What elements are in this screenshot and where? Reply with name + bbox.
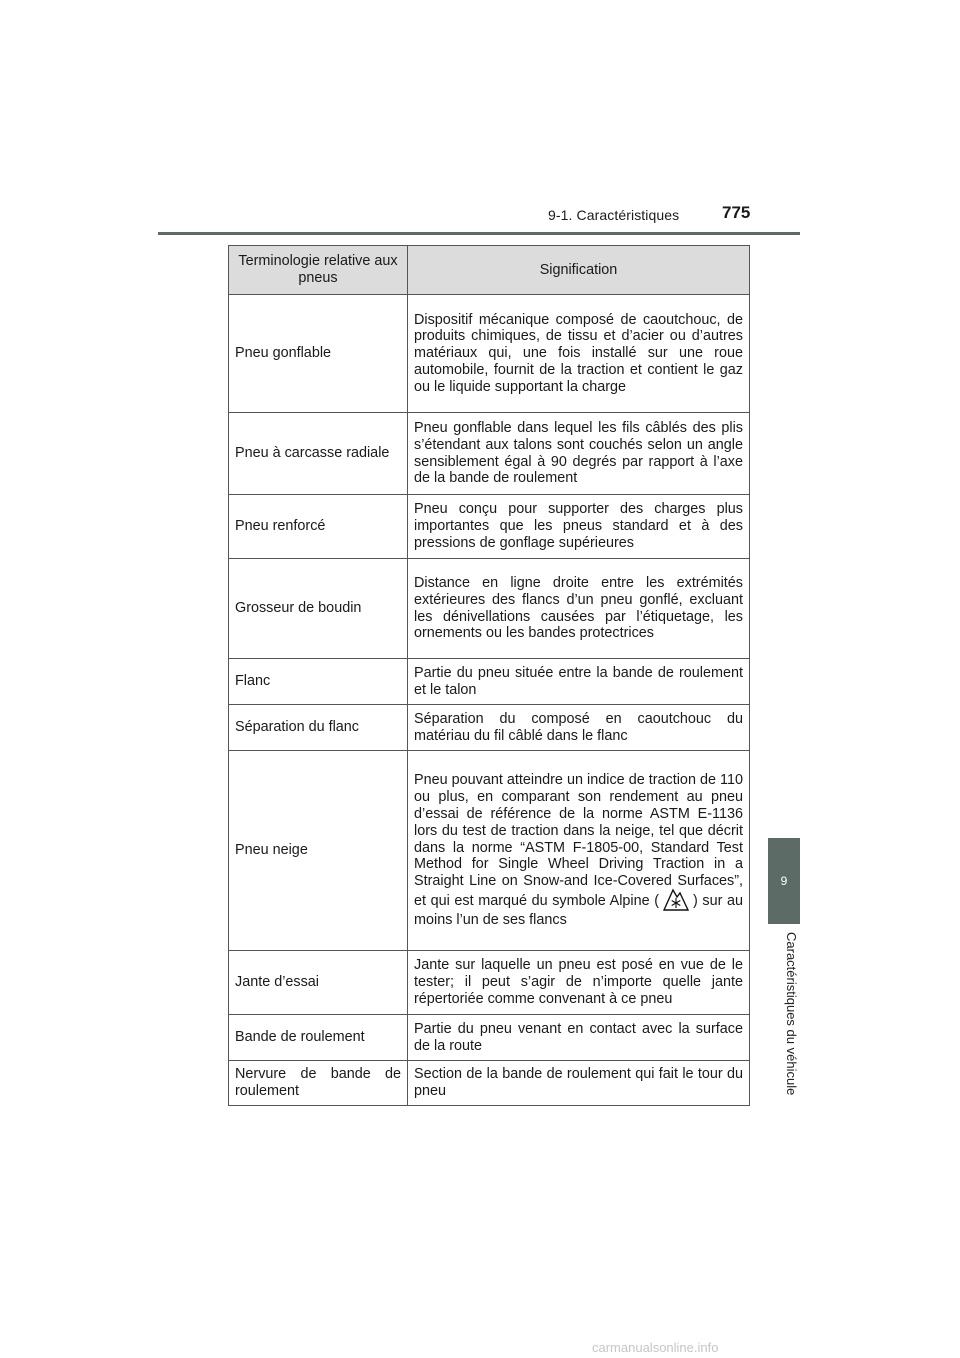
- meaning-cell: Partie du pneu venant en contact avec la surface de la route: [408, 1015, 750, 1061]
- term-cell: Jante d’essai: [229, 951, 408, 1015]
- meaning-text-after-icon: ) sur au moins l’un de ses flancs: [414, 892, 743, 928]
- header-divider: [158, 232, 800, 235]
- tyre-terminology-table: [228, 245, 750, 1106]
- section-title: 9-1. Caractéristiques: [548, 207, 680, 223]
- table-row: [229, 1061, 750, 1106]
- table-row: [229, 413, 750, 495]
- table-row: [229, 295, 750, 413]
- term-cell: Pneu neige: [229, 751, 408, 951]
- meaning-cell: Pneu gonflable dans lequel les fils câblés des plis s’étendant aux talons sont couchés selon un angle sensiblement égal à 90 degrés par rapport à l’axe de la bande de roulement: [408, 413, 750, 495]
- term-cell: Flanc: [229, 659, 408, 705]
- term-cell: Nervure de bande de roulement: [229, 1061, 408, 1106]
- meaning-cell: Section de la bande de roulement qui fait le tour du pneu: [408, 1061, 750, 1106]
- column-header-meaning: Signification: [408, 246, 750, 295]
- table-row: [229, 951, 750, 1015]
- term-cell: Pneu renforcé: [229, 495, 408, 559]
- meaning-cell: Partie du pneu située entre la bande de roulement et le talon: [408, 659, 750, 705]
- table-row: [229, 659, 750, 705]
- table-row: [229, 495, 750, 559]
- table-row: [229, 559, 750, 659]
- table-row: [229, 705, 750, 751]
- alpine-symbol-icon: [662, 884, 690, 912]
- source-watermark: carmanualsonline.info: [592, 1340, 719, 1355]
- page-number: 775: [722, 203, 751, 222]
- term-cell: Pneu gonflable: [229, 295, 408, 413]
- column-header-term: Terminologie relative aux pneus: [229, 246, 408, 295]
- term-cell: Grosseur de boudin: [229, 559, 408, 659]
- term-cell: Pneu à carcasse radiale: [229, 413, 408, 495]
- table-header-row: [229, 246, 750, 295]
- meaning-text-before-icon: Pneu pouvant atteindre un indice de traction de 110 ou plus, en comparant son rendement au pneu d’essai de référence de la norme ASTM E-1136 lors du test de traction dans la neige, tel que décrit dans la norme “ASTM F-1805-00, Standard Test Method for Single Wheel Driving Traction in a Straight Line on Snow-and Ice-Covered Surfaces”, et qui est marqué du symbole Alpine (: [414, 772, 743, 909]
- meaning-cell: [408, 751, 750, 951]
- chapter-tab: 9: [768, 838, 800, 924]
- meaning-cell: Pneu conçu pour supporter des charges plus importantes que les pneus standard et à des pressions de gonflage supérieures: [408, 495, 750, 559]
- table-row: [229, 751, 750, 951]
- term-cell: Bande de roulement: [229, 1015, 408, 1061]
- table-row: [229, 1015, 750, 1061]
- meaning-cell: Séparation du composé en caoutchouc du matériau du fil câblé dans le flanc: [408, 705, 750, 751]
- chapter-label: Caractéristiques du véhicule: [784, 932, 799, 1096]
- term-cell: Séparation du flanc: [229, 705, 408, 751]
- meaning-cell: Jante sur laquelle un pneu est posé en vue de le tester; il peut s’agir de n’importe quelle jante répertoriée comme convenant à ce pneu: [408, 951, 750, 1015]
- meaning-cell: Distance en ligne droite entre les extrémités extérieures des flancs d’un pneu gonflé, excluant les dénivellations causées par l’étiquetage, les ornements ou les bandes protectrices: [408, 559, 750, 659]
- meaning-cell: Dispositif mécanique composé de caoutchouc, de produits chimiques, de tissu et d’acier ou d’autres matériaux qui, une fois installé sur une roue automobile, fournit de la traction et contient le gaz ou le liquide supportant la charge: [408, 295, 750, 413]
